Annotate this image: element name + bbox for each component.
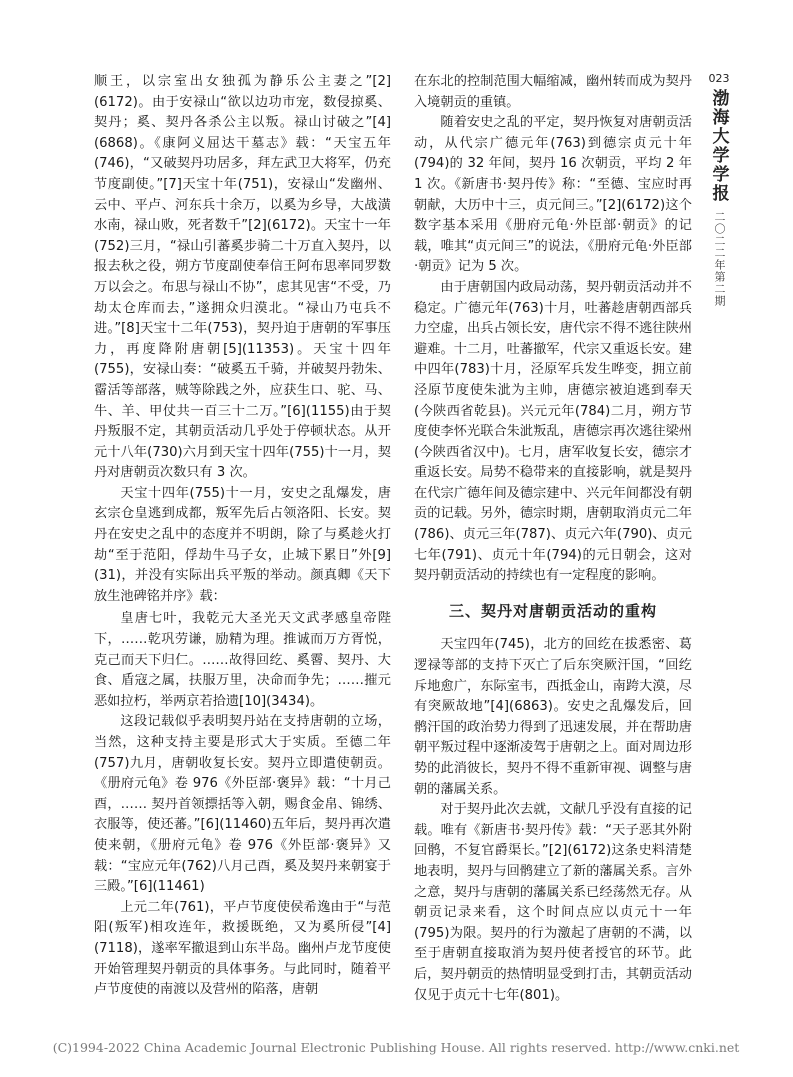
paragraph: 天宝四年(745)，北方的回纥在拔悉密、葛逻禄等部的支持下灭亡了后东突厥汗国，“回纥斥地愈广，东际室韦，西抵金山，南跨大漠，尽有突厥故地”[4](6863)。安史之乱爆发后，回鹘汗国的政治势力得到了迅速发展，并在帮助唐朝平叛过程中逐渐凌驾于唐朝之上。面对周边形势的此消彼长，契丹不得不重新审视、调整与唐朝的藩属关系。 xyxy=(414,637,692,797)
paragraph: 顺王，以宗室出女独孤为静乐公主妻之”[2](6172)。由于安禄山“欲以边功市宠，数侵掠奚、契丹；奚、契丹各杀公主以叛。禄山讨破之”[4](6868)。《康阿义屈达干墓志》载：“天宝五年(746)，“又破契丹功居多，拜左武卫大将军，仍充节度副使。”[7]天宝十年(751)，安禄山“发幽州、云中、平卢、河东兵十余万，以奚为乡导，大战潢水南，禄山败，死者数千”[2](6172)。天宝十一年(752)三月，“禄山引蕃奚步骑二十万直入契丹，以报去秋之役，朔方节度副使奉信王阿布思率同罗数万以会之。布思与禄山不协”，虑其见害“不受，乃劫太仓库而去，”遂拥众归漠北。“禄山乃屯兵不进。”[8]天宝十二年(753)，契丹迫于唐朝的军事压力，再度降附唐朝[5](11353)。天宝十四年(755)，安禄山奏：“破奚五千骑，并破契丹勃朱、霤活等部落，贼等除践之外，应获生口、驼、马、牛、羊、甲仗共一百三十二万。”[6](1155)由于契丹叛服不定，其朝贡活动几乎处于停顿状态。从开元十八年(730)六月到天宝十四年(755)十一月，契丹对唐朝贡次数只有 3 次。 xyxy=(94,74,391,481)
paragraph: 由于唐朝国内政局动荡，契丹朝贡活动并不稳定。广德元年(763)十月，吐蕃趁唐朝西部兵力空虚，出兵占领长安，唐代宗不得不逃往陕州避难。十二月，吐蕃撤军，代宗又重返长安。建中四年(783)十月，泾原军兵发生哗变，拥立前泾原节度使朱泚为主帅，唐德宗被迫逃到奉天(今陕西省乾县)。兴元元年(784)二月，朔方节度使李怀光联合朱泚叛乱，唐德宗再次逃往梁州(今陕西省汉中)。七月，唐军收复长安，德宗才重返长安。局势不稳带来的直接影响，就是契丹在代宗广德年间及德宗建中、兴元年间都没有朝贡的记载。另外，德宗时期，唐朝取消贞元二年(786)、贞元三年(787)、贞元六年(790)、贞元七年(791)、贞元十年(794)的元日朝会，这对契丹朝贡活动的持续也有一定程度的影响。 xyxy=(414,279,692,584)
journal-title: 渤海大学学报 xyxy=(708,89,729,203)
paragraph: 上元二年(761)，平卢节度使侯希逸由于“与范阳(叛军)相攻连年，救援既绝，又为奚所侵”[4](7118)，遂率军撤退到山东半岛。幽州卢龙节度使开始管理契丹朝贡的具体事务。与此同时，随着平卢节度使的南渡以及营州的陷落，唐朝 xyxy=(94,899,391,998)
section-heading: 三、契丹对唐朝贡活动的重构 xyxy=(448,601,657,620)
block-quote: 皇唐七叶，我乾元大圣光天文武孝感皇帝陛下，……乾巩劳谦，励精为理。推诚而万方胥悦，克己而天下归仁。……故得回纥、奚霫、契丹、大食、盾寇之属，扶服万里，决命而争先；……摧元恶如拉朽，举两京若拾遗[10](3434)。 xyxy=(94,611,391,709)
paragraph: 天宝十四年(755)十一月，安史之乱爆发，唐玄宗仓皇逃到成都，叛军先后占领洛阳、长安。契丹在安史之乱中的态度并不明朗，除了与奚趁火打劫“至于范阳，俘劫牛马子女，止城下累日”外[9](31)，并没有实际出兵平叛的举动。颜真卿《天下放生池碑铭并序》载： xyxy=(94,485,391,604)
right-column xyxy=(414,72,692,1006)
left-column xyxy=(94,72,391,1001)
issue-label: 二〇二二年第二期 xyxy=(713,211,726,307)
paragraph: 随着安史之乱的平定，契丹恢复对唐朝贡活动，从代宗广德元年(763)到德宗贞元十年(794)的 32 年间，契丹 16 次朝贡，平均 2 年 1 次。《新唐书·契丹传》称：“至德、宝应时再朝献，大历中十三，贞元间三。”[2](6172)这个数字基本采用《册府元龟·外臣部·朝贡》的记载，唯其“贞元间三”的说法，《册府元龟·外臣部·朝贡》记为 5 次。 xyxy=(414,115,692,275)
copyright-footer: (C)1994-2022 China Academic Journal Electronic Publishing House. All rights reserved. http://www.cnki.net xyxy=(52,1040,740,1055)
running-header-sidebar xyxy=(704,72,734,307)
paragraph: 这段记载似乎表明契丹站在支持唐朝的立场，当然，这种支持主要是形式大于实质。至德二年(757)九月，唐朝收复长安。契丹立即遣使朝贡。《册府元龟》卷 976《外臣部·褒异》载：“十月己酉，…… 契丹首领摽括等入朝，赐食金帛、锦绣、衣服等，使还蕃。”[6](11460)五年后，契丹再次遣使来朝，《册府元龟》卷 976《外臣部·褒异》又载：“宝应元年(762)八月己酉，奚及契丹来朝宴于三殿。”[6](11461) xyxy=(94,714,391,895)
page-number: 023 xyxy=(708,72,730,85)
paragraph: 对于契丹此次去就，文献几乎没有直接的记载。唯有《新唐书·契丹传》载：“天子恶其外附回鹘，不复官爵渠长。”[2](6172)这条史料清楚地表明，契丹与回鹘建立了新的藩属关系。言外之意，契丹与唐朝的藩属关系已经荡然无存。从朝贡记录来看，这个时间点应以贞元十一年(795)为限。契丹的行为激起了唐朝的不满，以至于唐朝直接取消为契丹使者授官的环节。此后，契丹朝贡的热情明显受到打击，其朝贡活动仅见于贞元十七年(801)。 xyxy=(414,802,692,1003)
paragraph: 在东北的控制范围大幅缩减，幽州转而成为契丹入境朝贡的重镇。 xyxy=(414,74,692,110)
